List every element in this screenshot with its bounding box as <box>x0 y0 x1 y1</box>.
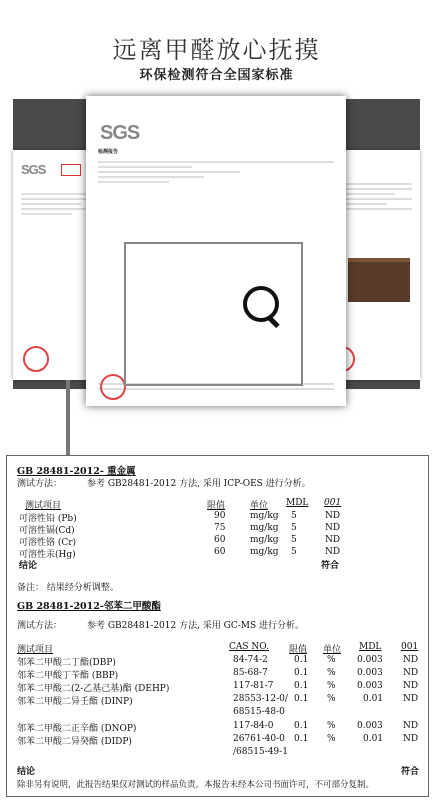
ph-mdl: 0.01 <box>363 734 384 744</box>
ph-item: 邻苯二甲酸二正辛酯 (DNOP) <box>17 724 137 734</box>
hm-mdl: 5 <box>291 523 297 533</box>
hm-limit: 75 <box>214 523 226 533</box>
hm-limit: 60 <box>214 535 226 545</box>
hm-mdl: 5 <box>291 547 297 557</box>
hm-mdl: 5 <box>291 535 297 545</box>
ph-mdl: 0.003 <box>357 668 383 678</box>
ph-unit: % <box>327 681 336 691</box>
ph-header-mdl: MDL <box>359 642 382 652</box>
highlight-box <box>124 242 303 386</box>
hm-note: 备注： 结果经分析调整。 <box>17 583 119 593</box>
hm-result: ND <box>325 523 341 533</box>
hm-item: 可溶性镉(Cd) <box>19 526 75 536</box>
ph-item: 邻苯二甲酸二丁酯(DBP) <box>17 658 116 668</box>
magnifier-icon <box>243 286 279 322</box>
ph-unit: % <box>327 734 336 744</box>
ph-header-cas: CAS NO. <box>229 642 269 652</box>
report-detail <box>6 455 429 797</box>
hm-item: 可溶性汞(Hg) <box>19 550 76 560</box>
hm-header-item: 测试项目 <box>25 501 62 511</box>
hm-limit: 60 <box>214 547 226 557</box>
center-page-text-lines <box>98 158 334 186</box>
ph-cas: 85-68-7 <box>233 668 268 678</box>
ph-limit: 0.1 <box>294 681 309 691</box>
cma-stamp-icon <box>61 164 81 176</box>
phthalates-method-text: 参考 GB28481-2012 方法, 采用 GC-MS 进行分析。 <box>87 621 305 631</box>
report-footnote: 除非另有说明，此报告结果仅对测试的样品负责。本报告未经本公司书面许可，不可部分复制。 <box>17 780 375 790</box>
ph-mdl: 0.003 <box>357 655 383 665</box>
phthalates-method-label: 测试方法： <box>17 621 63 631</box>
ph-conclusion-label: 结论 <box>17 767 36 777</box>
hm-result: ND <box>325 547 341 557</box>
ph-unit: % <box>327 694 336 704</box>
page-title: 远离甲醛放心抚摸 <box>112 36 321 64</box>
phthalates-title: GB 28481-2012-邻苯二甲酸酯 <box>17 601 161 612</box>
hm-result: ND <box>325 511 341 521</box>
ph-limit: 0.1 <box>294 721 309 731</box>
hm-item: 可溶性铬 (Cr) <box>19 538 77 548</box>
sgs-logo-left: SGS <box>21 162 46 177</box>
hm-unit: mg/kg <box>250 547 279 557</box>
ph-mdl: 0.003 <box>357 721 383 731</box>
page-subtitle: 环保检测符合全国家标准 <box>139 68 294 83</box>
ph-cas: 26761-40-0 <box>233 734 285 744</box>
heavy-metals-method-text: 参考 GB28481-2012 方法, 采用 ICP-OES 进行分析。 <box>87 479 311 489</box>
ph-item: 邻苯二甲酸二(2-乙基己基)酯 (DEHP) <box>17 684 170 694</box>
hm-header-unit: 单位 <box>250 501 269 511</box>
ph-limit: 0.1 <box>294 668 309 678</box>
ph-header-limit: 限值 <box>289 645 308 655</box>
ph-unit: % <box>327 721 336 731</box>
ph-cas-cont: /68515-49-1 <box>233 747 288 757</box>
heavy-metals-method-label: 测试方法： <box>17 479 63 489</box>
ph-item: 邻苯二甲酸丁苄酯 (BBP) <box>17 671 119 681</box>
hm-unit: mg/kg <box>250 511 279 521</box>
red-seal-icon <box>23 346 49 372</box>
heavy-metals-title: GB 28481-2012- 重金属 <box>17 466 136 477</box>
sgs-logo-center: SGS <box>100 122 140 144</box>
ph-limit: 0.1 <box>294 734 309 744</box>
ph-header-sample: 001 <box>401 642 419 652</box>
hm-unit: mg/kg <box>250 535 279 545</box>
ph-item: 邻苯二甲酸二异壬酯 (DINP) <box>17 697 133 707</box>
hm-conclusion-label: 结论 <box>19 561 38 571</box>
report-label: 检测报告 <box>98 149 119 155</box>
ph-cas: 84-74-2 <box>233 655 268 665</box>
ph-result: ND <box>403 721 419 731</box>
hm-limit: 90 <box>214 511 226 521</box>
ph-cas-cont: 68515-48-0 <box>233 707 285 717</box>
ph-item: 邻苯二甲酸二异癸酯 (DIDP) <box>17 737 132 747</box>
ph-cas: 117-81-7 <box>233 681 274 691</box>
hm-header-mdl: MDL <box>286 498 309 508</box>
ph-result: ND <box>403 681 419 691</box>
red-seal-icon-center <box>100 374 126 400</box>
ph-cas: 117-84-0 <box>233 721 274 731</box>
ph-result: ND <box>403 655 419 665</box>
hm-header-sample: 001 <box>324 498 342 508</box>
ph-conclusion-value: 符合 <box>401 767 420 777</box>
ph-cas: 28553-12-0/ <box>233 694 288 704</box>
hm-header-limit: 限值 <box>207 501 226 511</box>
ph-header-unit: 单位 <box>323 645 342 655</box>
hm-mdl: 5 <box>291 511 297 521</box>
ph-unit: % <box>327 668 336 678</box>
ph-mdl: 0.01 <box>363 694 384 704</box>
hm-result: ND <box>325 535 341 545</box>
ph-result: ND <box>403 694 419 704</box>
wood-sample-photo <box>348 258 410 302</box>
ph-header-item: 测试项目 <box>17 645 54 655</box>
ph-mdl: 0.003 <box>357 681 383 691</box>
ph-result: ND <box>403 734 419 744</box>
hm-unit: mg/kg <box>250 523 279 533</box>
hm-conclusion-value: 符合 <box>321 561 340 571</box>
callout-connector <box>66 380 70 458</box>
hm-item: 可溶性铅 (Pb) <box>19 514 77 524</box>
ph-limit: 0.1 <box>294 655 309 665</box>
ph-result: ND <box>403 668 419 678</box>
ph-unit: % <box>327 655 336 665</box>
ph-limit: 0.1 <box>294 694 309 704</box>
